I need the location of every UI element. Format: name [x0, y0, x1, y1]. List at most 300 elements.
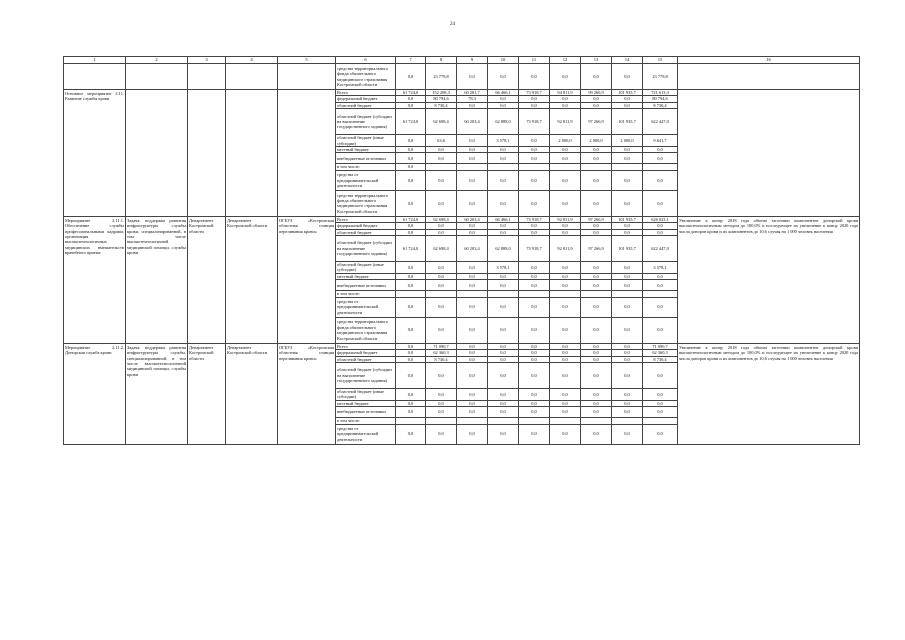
amount-cell: 0,0	[488, 317, 519, 343]
amount-cell: 0,0	[426, 280, 457, 291]
amount-cell: 0,0	[612, 343, 643, 349]
coordinator: Департамент Костромской области	[226, 343, 278, 444]
amount-cell: 2 000,0	[550, 135, 581, 147]
amount-cell: 0,0	[457, 147, 488, 153]
amount-cell: 61 724,0	[396, 236, 426, 262]
amount-cell: 0,0	[612, 350, 643, 356]
amount-cell: 60 281,7	[457, 90, 488, 96]
amount-cell: 71 090,7	[643, 343, 678, 349]
amount-cell: 0,0	[550, 317, 581, 343]
amount-cell: 0,0	[550, 343, 581, 349]
amount-cell: 99 266,9	[581, 90, 612, 96]
amount-cell: 0,0	[643, 400, 678, 406]
amount-cell: 0,0	[519, 297, 550, 317]
amount-cell: 0,0	[581, 64, 612, 90]
amount-cell: 0,0	[488, 424, 519, 444]
amount-cell: 0,0	[550, 96, 581, 102]
amount-cell: 0,0	[457, 64, 488, 90]
amount-cell: 0,0	[519, 350, 550, 356]
amount-cell: 0,0	[550, 273, 581, 279]
amount-cell: 0,0	[581, 317, 612, 343]
executor: Департамент Костромской области	[188, 216, 226, 343]
column-header: 15	[643, 57, 678, 64]
amount-cell: 0,0	[612, 170, 643, 190]
funding-source: Всего	[336, 90, 396, 96]
amount-cell: 0,0	[426, 229, 457, 235]
empty-cell	[188, 90, 226, 217]
column-header: 13	[581, 57, 612, 64]
amount-cell: 0,0	[396, 407, 426, 418]
amount-cell: 0,0	[519, 424, 550, 444]
amount-cell: 0,0	[457, 102, 488, 108]
column-header: 2	[126, 57, 188, 64]
amount-cell: 0,0	[457, 229, 488, 235]
amount-cell: 62 698,4	[426, 236, 457, 262]
amount-cell: 0,0	[488, 350, 519, 356]
amount-cell: 0,0	[519, 317, 550, 343]
amount-cell: 0,0	[426, 424, 457, 444]
amount-cell: 0,0	[643, 317, 678, 343]
amount-cell: 0,0	[457, 317, 488, 343]
amount-cell: 0,0	[581, 273, 612, 279]
amount-cell: 94 811,9	[550, 90, 581, 96]
amount-cell: 0,0	[426, 407, 457, 418]
amount-cell: 0,0	[457, 362, 488, 388]
amount-cell: 0,0	[396, 388, 426, 400]
amount-cell: 0,0	[488, 190, 519, 216]
amount-cell: 0,0	[396, 64, 426, 90]
amount-cell: 626 023,1	[643, 216, 678, 222]
expected-result: Увеличение к концу 2018 года объема заготовки компонентов донорской крови высокотехнологичным методом до 100,0% и последующее их увеличение к концу 2020 года числа доноров крови и их компонентов до 10,6 случая на 1 000 человек населения	[678, 343, 860, 444]
amount-cell: 0,0	[426, 147, 457, 153]
empty-cell	[126, 90, 188, 217]
amount-cell: 622 447,0	[643, 236, 678, 262]
amount-cell: 0,0	[550, 388, 581, 400]
amount-cell: 0,0	[488, 343, 519, 349]
page-number: 24	[450, 22, 455, 27]
amount-cell: 9 641,7	[643, 135, 678, 147]
amount-cell: 0,0	[519, 343, 550, 349]
amount-cell: 0,0	[550, 170, 581, 190]
empty-cell	[226, 64, 278, 90]
funding-source: федеральный бюджет	[336, 350, 396, 356]
amount-cell: 92 811,9	[550, 216, 581, 222]
amount-cell: 92 811,9	[550, 109, 581, 135]
funding-source: средства от предпринимательской деятельности	[336, 424, 396, 444]
empty-cell	[278, 90, 336, 217]
amount-cell: 0,0	[519, 407, 550, 418]
amount-cell: 0,0	[581, 350, 612, 356]
amount-cell: 0,0	[550, 407, 581, 418]
amount-cell: 97 266,9	[581, 216, 612, 222]
amount-cell: 60 203,4	[457, 109, 488, 135]
amount-cell: 0,0	[519, 153, 550, 164]
amount-cell: 0,0	[550, 147, 581, 153]
amount-cell: 0,0	[519, 273, 550, 279]
amount-cell: 0,0	[488, 153, 519, 164]
amount-cell: 0,0	[488, 297, 519, 317]
amount-cell: 0,0	[396, 135, 426, 147]
amount-cell: 0,0	[550, 64, 581, 90]
amount-cell: 0,0	[519, 96, 550, 102]
funding-source: областной бюджет	[336, 102, 396, 108]
expected-result: Увеличение к концу 2018 года объема заготовки компонентов донорской крови высокотехнологичным методом до 100,0% и последующее их увеличение к концу 2020 года числа доноров крови и их компонентов до 10,6 случая на 1 000 человек населения	[678, 216, 860, 343]
funding-source: областной бюджет (иные субсидии)	[336, 135, 396, 147]
amount-cell: 0,0	[612, 424, 643, 444]
column-header: 4	[226, 57, 278, 64]
amount-cell: 101 935,7	[612, 90, 643, 96]
amount-cell: 0,0	[488, 388, 519, 400]
amount-cell: 0,0	[581, 356, 612, 362]
amount-cell: 0,0	[643, 424, 678, 444]
amount-cell: 8 730,4	[643, 102, 678, 108]
amount-cell: 73 918,7	[519, 90, 550, 96]
funding-source: областной бюджет	[336, 229, 396, 235]
amount-cell: 0,0	[396, 190, 426, 216]
amount-cell: 78,3	[457, 96, 488, 102]
amount-cell: 0,0	[519, 280, 550, 291]
column-header: 1	[64, 57, 126, 64]
amount-cell: 73 918,7	[519, 216, 550, 222]
amount-cell: 0,0	[581, 400, 612, 406]
amount-cell: 0,0	[396, 223, 426, 229]
amount-cell: 62 698,4	[426, 109, 457, 135]
amount-cell: 0,0	[426, 388, 457, 400]
amount-cell: 97 266,9	[581, 236, 612, 262]
amount-cell: 62 360,3	[643, 350, 678, 356]
amount-cell: 0,0	[519, 170, 550, 190]
column-header: 8	[426, 57, 457, 64]
amount-cell: 2 000,0	[612, 135, 643, 147]
amount-cell: 0,0	[550, 424, 581, 444]
column-header: 16	[678, 57, 860, 64]
amount-cell: 0,0	[643, 147, 678, 153]
amount-cell: 0,0	[426, 170, 457, 190]
amount-cell: 0,0	[643, 388, 678, 400]
column-header: 7	[396, 57, 426, 64]
amount-cell: 8 730,4	[426, 102, 457, 108]
amount-cell: 0,0	[550, 350, 581, 356]
amount-cell: 0,0	[457, 280, 488, 291]
amount-cell: 0,0	[396, 96, 426, 102]
amount-cell: 0,0	[612, 229, 643, 235]
stray-mark: ·	[330, 208, 332, 213]
amount-cell: 0,0	[488, 102, 519, 108]
activity-task: Задача: поддержка развития инфраструктуры службы, специализированной, в том числе высокотехнологичной медицинской помощи, службы крови	[126, 343, 188, 444]
amount-cell: 0,0	[519, 356, 550, 362]
amount-cell: 73 918,7	[519, 109, 550, 135]
activity-name: Основное мероприятие 2.11. Развитие службы крови	[64, 90, 126, 217]
amount-cell: 0,0	[457, 153, 488, 164]
amount-cell: 0,0	[581, 262, 612, 274]
participant: ОГБУЗ «Костромская областная станция переливания крови»	[278, 216, 336, 343]
amount-cell: 0,0	[426, 273, 457, 279]
amount-cell: 66 466,1	[488, 216, 519, 222]
funding-source: средства от предпринимательской деятельности	[336, 297, 396, 317]
amount-cell: 60 203,4	[457, 236, 488, 262]
amount-cell: 0,0	[396, 170, 426, 190]
activity-name: Мероприятие 2.11.2. Донорская служба крови	[64, 343, 126, 444]
amount-cell: 0,0	[612, 356, 643, 362]
amount-cell: 0,0	[457, 407, 488, 418]
amount-cell: 0,0	[426, 297, 457, 317]
amount-cell: 0,0	[581, 388, 612, 400]
amount-cell: 0,0	[457, 273, 488, 279]
amount-cell: 0,0	[457, 424, 488, 444]
amount-cell: 0,0	[581, 190, 612, 216]
amount-cell: 0,0	[488, 223, 519, 229]
amount-cell: 0,0	[396, 102, 426, 108]
amount-cell: 0,0	[550, 153, 581, 164]
amount-cell: 0,0	[519, 262, 550, 274]
amount-cell: 0,0	[550, 223, 581, 229]
amount-cell: 0,0	[581, 343, 612, 349]
amount-cell: 0,0	[581, 170, 612, 190]
amount-cell: 0,0	[457, 297, 488, 317]
amount-cell: 0,0	[396, 297, 426, 317]
amount-cell: 0,0	[396, 424, 426, 444]
participant: ОГБУЗ «Костромская областная станция переливания крови»	[278, 343, 336, 444]
amount-cell: 0,0	[550, 280, 581, 291]
amount-cell: 0,0	[643, 280, 678, 291]
amount-cell: 0,0	[426, 400, 457, 406]
funding-source: внебюджетные источники	[336, 407, 396, 418]
amount-cell: 0,0	[457, 343, 488, 349]
amount-cell: 0,0	[581, 223, 612, 229]
column-header: 12	[550, 57, 581, 64]
amount-cell: 0,0	[396, 350, 426, 356]
amount-cell: 0,0	[519, 135, 550, 147]
amount-cell: 0,0	[643, 153, 678, 164]
funding-source: местный бюджет	[336, 147, 396, 153]
amount-cell: 0,0	[519, 388, 550, 400]
funding-source: в том числе:	[336, 291, 396, 297]
amount-cell: 101 935,7	[612, 216, 643, 222]
amount-cell: 0,0	[396, 262, 426, 274]
amount-cell: 0,0	[396, 317, 426, 343]
amount-cell: 0,0	[457, 135, 488, 147]
amount-cell: 0,0	[488, 407, 519, 418]
funding-source: в том числе:	[336, 418, 396, 424]
amount-cell: 0,0	[550, 262, 581, 274]
amount-cell: 0,0	[643, 170, 678, 190]
amount-cell: 3 578,1	[488, 135, 519, 147]
amount-cell: 92 811,9	[550, 236, 581, 262]
amount-cell: 0,0	[612, 362, 643, 388]
amount-cell: 0,0	[612, 190, 643, 216]
amount-cell: 0,0	[519, 400, 550, 406]
amount-cell: 0,0	[457, 356, 488, 362]
amount-cell: 71 090,7	[426, 343, 457, 349]
amount-cell: 0,0	[396, 153, 426, 164]
amount-cell: 2 000,0	[581, 135, 612, 147]
amount-cell: 80 794,6	[426, 96, 457, 102]
amount-cell: 0,0	[519, 362, 550, 388]
amount-cell: 0,0	[550, 362, 581, 388]
amount-cell: 0,0	[519, 147, 550, 153]
amount-cell: 622 447,0	[643, 109, 678, 135]
amount-cell: 0,0	[396, 273, 426, 279]
activity-name: Мероприятие 2.11.1. Обеспечение службы профессиональными кадрами, организация высокотехнологичных медицинских вмешательств врачебного приема	[64, 216, 126, 343]
amount-cell: 0,0	[396, 362, 426, 388]
amount-cell: 0,0	[488, 273, 519, 279]
amount-cell: 0,0	[457, 262, 488, 274]
column-header: 14	[612, 57, 643, 64]
amount-cell: 23 779,8	[426, 64, 457, 90]
amount-cell: 0,0	[643, 229, 678, 235]
amount-cell: 66 466,1	[488, 90, 519, 96]
amount-cell: 0,0	[457, 190, 488, 216]
amount-cell: 63,6	[426, 135, 457, 147]
activity-task: Задача: поддержка развития инфраструктуры службы крови, специализированной, в том числе высокотехнологичной медицинской помощи, службы крови	[126, 216, 188, 343]
funding-source: областной бюджет (иные субсидии)	[336, 262, 396, 274]
amount-cell: 73 918,7	[519, 236, 550, 262]
amount-cell: 61 724,0	[396, 216, 426, 222]
column-header: 5	[278, 57, 336, 64]
amount-cell: 0,0	[488, 362, 519, 388]
amount-cell: 152 208,3	[426, 90, 457, 96]
coordinator: Департамент Костромской области	[226, 216, 278, 343]
amount-cell: 0,0	[396, 343, 426, 349]
amount-cell: 0,0	[612, 96, 643, 102]
funding-source: федеральный бюджет	[336, 223, 396, 229]
column-header: 11	[519, 57, 550, 64]
amount-cell: 0,0	[426, 153, 457, 164]
amount-cell: 0,0	[612, 223, 643, 229]
amount-cell: 0,0	[643, 273, 678, 279]
amount-cell: 0,0	[581, 229, 612, 235]
amount-cell: 0,0	[612, 273, 643, 279]
executor: Департамент Костромской области	[188, 343, 226, 444]
amount-cell: 0,0	[643, 297, 678, 317]
amount-cell: 0,0	[457, 170, 488, 190]
funding-source: средства от предпринимательской деятельности	[336, 170, 396, 190]
amount-cell: 0,0	[396, 356, 426, 362]
amount-cell: 0,0	[426, 190, 457, 216]
amount-cell: 61 724,0	[396, 90, 426, 96]
amount-cell: 721 613,3	[643, 90, 678, 96]
amount-cell: 0,0	[488, 96, 519, 102]
amount-cell: 0,0	[457, 400, 488, 406]
header-row	[64, 57, 860, 64]
amount-cell: 0,0	[519, 102, 550, 108]
amount-cell: 0,0	[396, 229, 426, 235]
amount-cell: 0,0	[426, 362, 457, 388]
amount-cell: 0,0	[519, 223, 550, 229]
funding-source: местный бюджет	[336, 273, 396, 279]
amount-cell: 0,0	[396, 400, 426, 406]
funding-source: федеральный бюджет	[336, 96, 396, 102]
amount-cell: 0,0	[519, 190, 550, 216]
amount-cell: 101 935,7	[612, 109, 643, 135]
amount-cell: 0,0	[550, 229, 581, 235]
amount-cell: 61 724,0	[396, 109, 426, 135]
amount-cell: 0,0	[488, 280, 519, 291]
funding-source: областной бюджет (субсидии на выполнение государственного задания)	[336, 362, 396, 388]
amount-cell: 0,0	[457, 388, 488, 400]
amount-cell: 0,0	[488, 170, 519, 190]
amount-cell: 0,0	[550, 190, 581, 216]
amount-cell: 62 698,4	[426, 216, 457, 222]
amount-cell: 0,0	[488, 147, 519, 153]
budget-table	[63, 56, 860, 445]
amount-cell: 0,0	[550, 400, 581, 406]
amount-cell: 0,0	[581, 297, 612, 317]
amount-cell: 0,0	[396, 164, 426, 170]
amount-cell: 0,0	[612, 153, 643, 164]
amount-cell: 0,0	[612, 407, 643, 418]
amount-cell: 0,0	[488, 64, 519, 90]
amount-cell: 0,0	[396, 280, 426, 291]
amount-cell: 0,0	[550, 102, 581, 108]
amount-cell: 0,0	[612, 280, 643, 291]
amount-cell: 0,0	[612, 400, 643, 406]
column-header: 10	[488, 57, 519, 64]
amount-cell: 0,0	[519, 64, 550, 90]
column-header: 3	[188, 57, 226, 64]
table-row	[64, 64, 860, 90]
amount-cell: 0,0	[488, 400, 519, 406]
empty-cell	[278, 64, 336, 90]
amount-cell: 97 266,9	[581, 109, 612, 135]
funding-source: внебюджетные источники	[336, 153, 396, 164]
amount-cell: 0,0	[581, 153, 612, 164]
funding-source: внебюджетные источники	[336, 280, 396, 291]
amount-cell: 0,0	[581, 362, 612, 388]
amount-cell: 0,0	[581, 147, 612, 153]
amount-cell: 0,0	[426, 262, 457, 274]
amount-cell: 0,0	[396, 147, 426, 153]
empty-cell	[188, 64, 226, 90]
amount-cell: 62 360,3	[426, 350, 457, 356]
amount-cell: 0,0	[550, 297, 581, 317]
empty-cell	[226, 90, 278, 217]
amount-cell: 0,0	[581, 102, 612, 108]
amount-cell: 0,0	[643, 190, 678, 216]
funding-source: местный бюджет	[336, 400, 396, 406]
amount-cell: 0,0	[612, 262, 643, 274]
amount-cell: 0,0	[612, 147, 643, 153]
amount-cell: 0,0	[457, 350, 488, 356]
expected-result	[678, 90, 860, 217]
amount-cell: 8 730,4	[426, 356, 457, 362]
funding-source: средства территориального фонда обязательного медицинского страхования Костромской области	[336, 317, 396, 343]
amount-cell: 101 935,7	[612, 236, 643, 262]
amount-cell: 3 578,1	[488, 262, 519, 274]
funding-source: в том числе:	[336, 164, 396, 170]
amount-cell: 0,0	[643, 362, 678, 388]
funding-source: областной бюджет	[336, 356, 396, 362]
column-header: 6	[336, 57, 396, 64]
amount-cell: 8 730,4	[643, 356, 678, 362]
amount-cell: 62 888,0	[488, 236, 519, 262]
funding-source: областной бюджет (иные субсидии)	[336, 388, 396, 400]
amount-cell: 0,0	[550, 356, 581, 362]
empty-cell	[126, 64, 188, 90]
amount-cell: 0,0	[612, 64, 643, 90]
amount-cell: 23 779,8	[643, 64, 678, 90]
amount-cell: 0,0	[581, 424, 612, 444]
amount-cell: 0,0	[581, 96, 612, 102]
column-header: 9	[457, 57, 488, 64]
amount-cell: 0,0	[519, 229, 550, 235]
amount-cell: 0,0	[426, 223, 457, 229]
amount-cell: 60 203,4	[457, 216, 488, 222]
amount-cell: 0,0	[581, 280, 612, 291]
funding-source: Всего	[336, 343, 396, 349]
activity-name	[64, 64, 126, 90]
amount-cell: 0,0	[581, 407, 612, 418]
